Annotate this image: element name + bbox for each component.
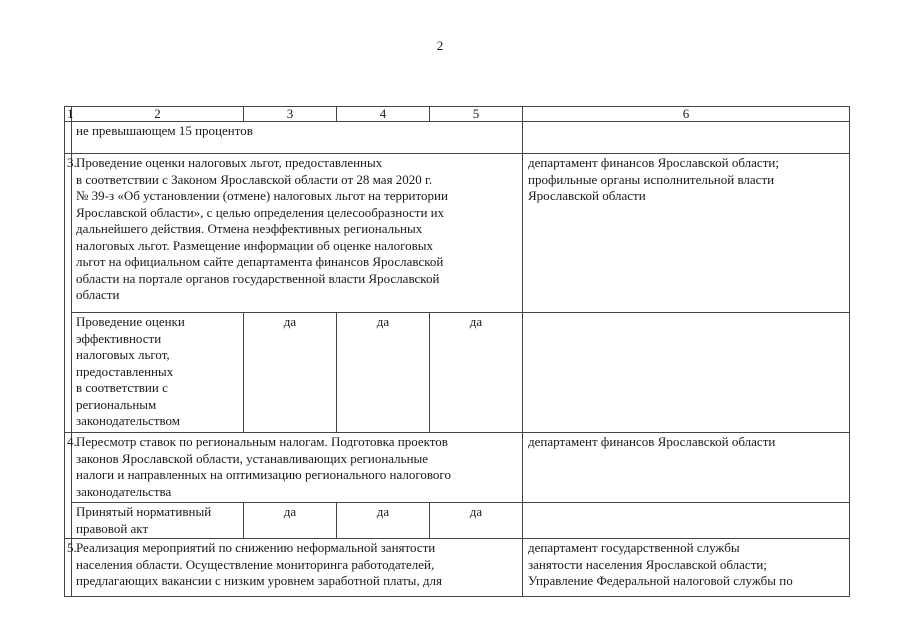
continuation-row [65,122,850,154]
task-line: Проведение оценки налоговых льгот, предоставленных [76,155,383,170]
indicator-line: правовой акт [76,520,149,536]
plan-table [64,106,850,597]
indicator-line: региональным [76,396,157,412]
task-line: № 39-з «Об установлении (отмене) налоговых льгот на территории [76,188,448,203]
indicator-name [72,313,244,433]
header-col-5: 5 [430,107,523,122]
indicator-resp-cell [523,313,850,433]
responsible-line: занятости населения Ярославской области; [528,556,767,572]
task-line: налоговых льгот. Размещение информации об оценке налоговых [76,237,434,253]
task-description [72,539,523,597]
responsible-line: профильные органы исполнительной власти [528,171,775,187]
indicator-value-col3: да [244,313,337,433]
responsible-line: департамент финансов Ярославской области; [528,155,779,170]
indicator-line: Принятый нормативный [76,504,212,519]
row-number: 4. [65,433,72,539]
continuation-num-cell [65,122,72,154]
indicator-value-col4: да [337,503,430,539]
header-col-6: 6 [523,107,850,122]
header-col-4: 4 [337,107,430,122]
task-line: Пересмотр ставок по региональным налогам. Подготовка проектов [76,434,448,449]
indicator-line: эффективности [76,330,162,346]
task-line: Ярославской области», с целью определения целесообразности их [76,204,445,220]
task-line: налоги и направленных на оптимизацию регионального налогового [76,467,451,482]
table-row [65,539,850,597]
continuation-resp-cell [523,122,850,154]
table-header-row [65,107,850,122]
indicator-row [65,503,850,539]
header-col-3: 3 [244,107,337,122]
responsible-line: департамент финансов Ярославской области [528,434,776,449]
indicator-value-col4: да [337,313,430,433]
task-line: предлагающих вакансии с низким уровнем заработной платы, для [76,573,442,588]
indicator-value-col5: да [430,503,523,539]
indicator-line: Проведение оценки [76,314,185,329]
page-number: 2 [436,38,444,53]
task-line: области [76,287,120,302]
continuation-text: не превышающем 15 процентов [72,122,523,154]
task-line: населения области. Осуществление мониторинга работодателей, [76,556,435,572]
row-number: 3. [65,154,72,433]
indicator-value-col5: да [430,313,523,433]
responsible-line: департамент государственной службы [528,540,740,555]
indicator-line: налоговых льгот, [76,347,170,362]
task-line: законодательства [76,483,172,499]
task-line: льгот на официальном сайте департамента финансов Ярославской [76,254,444,269]
indicator-line: в соответствии с [76,380,168,395]
task-description [72,154,523,313]
responsible-line: Ярославской области [528,188,646,203]
task-line: Реализация мероприятий по снижению неформальной занятости [76,540,436,555]
table-row [65,433,850,503]
indicator-value-col3: да [244,503,337,539]
task-line: законов Ярославской области, устанавливающих региональные [76,450,429,466]
responsible-line: Управление Федеральной налоговой службы по [528,573,793,588]
indicator-resp-cell [523,503,850,539]
indicator-row [65,313,850,433]
task-line: дальнейшего действия. Отмена неэффективных региональных [76,221,423,236]
task-line: области на портале органов государственной власти Ярославской [76,270,440,286]
indicator-line: законодательством [76,413,181,428]
responsible-executors [523,433,850,503]
indicator-line: предоставленных [76,363,174,379]
table-row [65,154,850,313]
header-col-2: 2 [72,107,244,122]
responsible-executors [523,539,850,597]
task-line: в соответствии с Законом Ярославской области от 28 мая 2020 г. [76,171,433,187]
indicator-name [72,503,244,539]
responsible-executors [523,154,850,313]
task-description [72,433,523,503]
row-number: 5. [65,539,72,597]
header-col-1: 1 [65,107,72,122]
